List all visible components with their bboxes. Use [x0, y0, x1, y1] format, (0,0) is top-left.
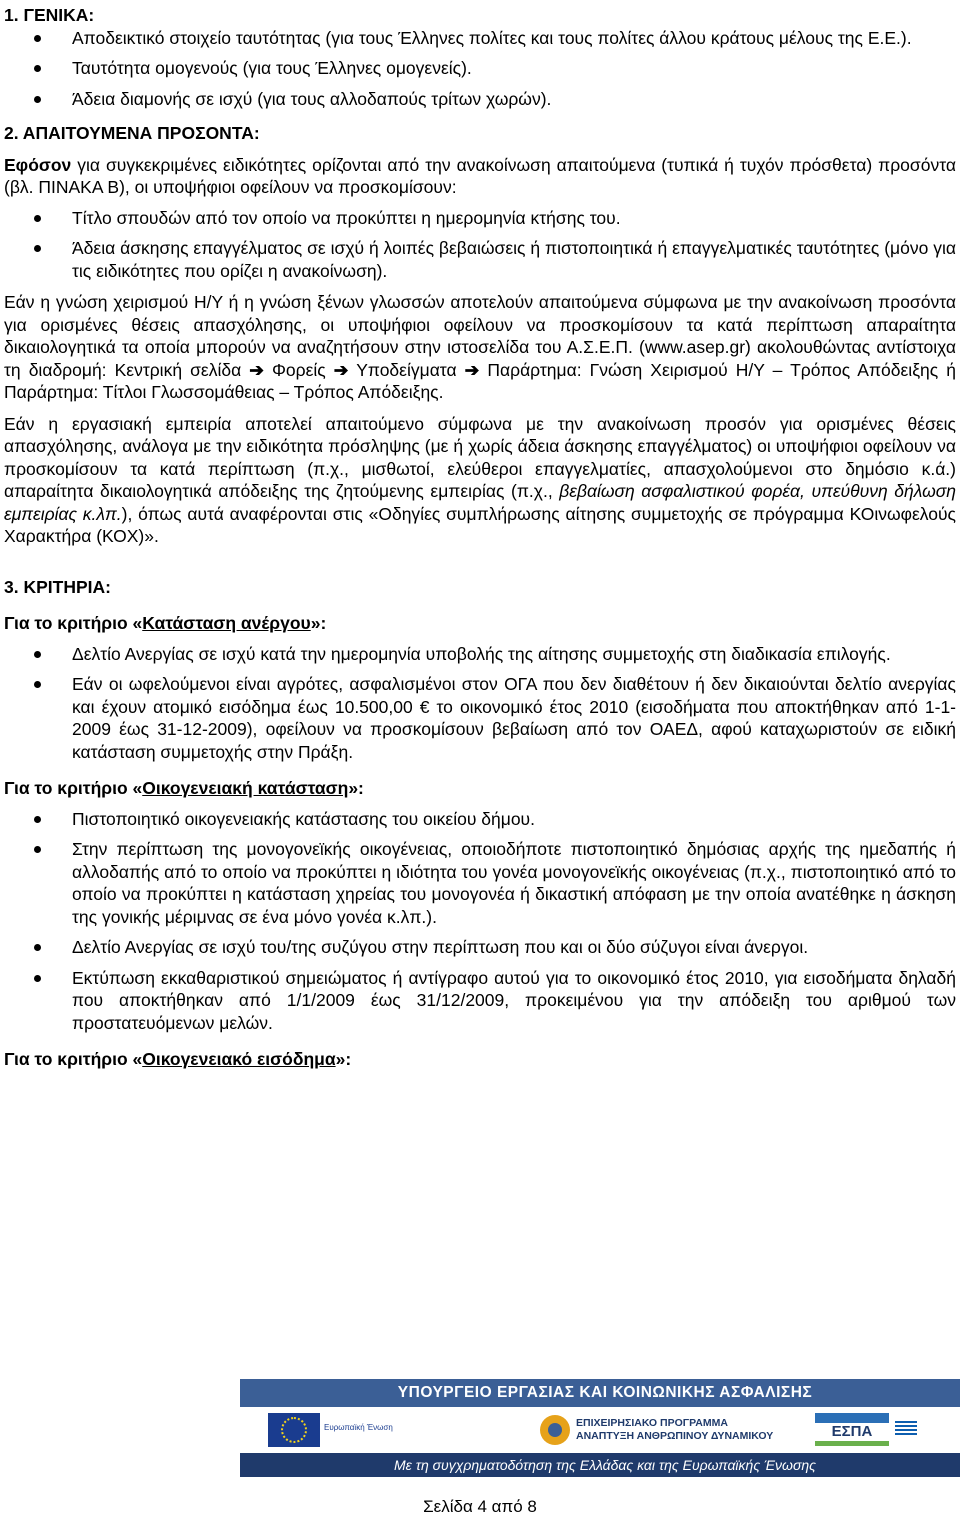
bullet-icon — [34, 681, 41, 688]
bullet-icon — [34, 215, 41, 222]
bullet-icon — [34, 975, 41, 982]
list-item: Τίτλο σπουδών από τον οποίο να προκύπτει η ημερομηνία κτήσης του. — [4, 207, 956, 230]
criterion-heading-unemployment: Για το κριτήριο «Κατάσταση ανέργου»: — [4, 613, 327, 633]
arrow-right-icon: ➔ — [464, 359, 480, 380]
bullet-icon — [34, 816, 41, 823]
experience-paragraph: Εάν η εργασιακή εμπειρία αποτελεί απαιτούμενο σύμφωνα με την ανακοίνωση προσόν για ορισμένες θέσεις απασχόλησης, ανάλογα με την ειδικότητα πρόσληψης (με ή χωρίς άδεια άσκησης επαγγέλματος) οι υποψήφιοι οφείλουν να προσκομίσουν τα κατά περίπτωση (π.χ., μισθωτοί, ελεύθεροι επαγγελματίες, απασχολούμενοι στο δημόσιο κ.ά.) απαραίτητα δικαιολογητικά απόδειξης της ζητούμενης εμπειρίας (π.χ., βεβαίωση ασφαλιστικού φορέα, υπεύθυνη δήλωση εμπειρίας κ.λπ.), όπως αυτά αναφέρονται στις «Οδηγίες συμπλήρωσης αίτησης συμμετοχής σε πρόγραμμα ΚΟινωφελούς Χαρακτήρα (ΚΟΧ)». — [4, 413, 956, 546]
page-number: Σελίδα 4 από 8 — [423, 1497, 537, 1516]
list-item: Δελτίο Ανεργίας σε ισχύ του/της συζύγου στην περίπτωση που και οι δύο σύζυγοι είναι άνεργοι. — [4, 936, 956, 959]
bullet-icon — [34, 651, 41, 658]
list-item: Ταυτότητα ομογενούς (για τους Έλληνες ομογενείς). — [4, 57, 956, 80]
bullet-icon — [34, 846, 41, 853]
sponsor-logos — [240, 1407, 960, 1453]
list-item: Αποδεικτικό στοιχείο ταυτότητας (για τους Έλληνες πολίτες και τους πολίτες άλλου κράτους μέλους της Ε.Ε.). — [4, 27, 956, 50]
list-item: Εκτύπωση εκκαθαριστικού σημειώματος ή αντίγραφο αυτού για το οικονομικό έτος 2010, για εισοδήματα δηλαδή που αποκτήθηκαν από 1/1/2009 έως 31/12/2009, προκειμένου για την απόδειξη του αριθμού των προστατευόμενων μελών. — [4, 967, 956, 1035]
cofinance-text: Με τη συγχρηματοδότηση της Ελλάδας και της Ευρωπαϊκής Ένωσης — [240, 1453, 960, 1477]
section-heading-criteria: 3. ΚΡΙΤΗΡΙΑ: — [4, 576, 111, 597]
eu-flag-icon — [268, 1413, 320, 1447]
list-item: Στην περίπτωση της μονογονεϊκής οικογένειας, οποιοδήποτε πιστοποιητικό δημόσιας αρχής της ημεδαπής ή αλλοδαπής από το οποίο να προκύπτει η ιδιότητα του γονέα μονογονεϊκής οικογένειας (π.χ., πιστοποιητικό από το οποίο να προκύπτει η κατάσταση χηρείας του μονογονέα ή δικαστική απόφαση με την οποία ανατέθηκε η άσκηση της γονικής μέριμνας σε ένα μόνο γονέα κ.λπ.). — [4, 838, 956, 928]
sponsor-banner — [240, 1379, 960, 1477]
list-item: Πιστοποιητικό οικογενειακής κατάστασης του οικείου δήμου. — [4, 808, 956, 831]
operational-program-text: ΕΠΙΧΕΙΡΗΣΙΑΚΟ ΠΡΟΓΡΑΜΜΑ ΑΝΑΠΤΥΞΗ ΑΝΘΡΩΠΙΝΟΥ ΔΥΝΑΜΙΚΟΥ — [576, 1417, 774, 1442]
espa-logo: ΕΣΠΑ — [815, 1413, 889, 1447]
document-content — [4, 4, 956, 1071]
list-item: Εάν οι ωφελούμενοι είναι αγρότες, ασφαλισμένοι στον ΟΓΑ που δεν διαθέτουν ή δεν δικαιούνται δελτίο ανεργίας και έχουν ατομικό εισόδημα έως 10.500,00 € το οικονομικό έτος 2010 (εισοδήματα που αποκτήθηκαν από 1-1-2009 έως 31-12-2009), οφείλουν να προσκομίσουν βεβαίωση από τον ΟΑΕΔ, αφού καταχωριστούν σε ειδική κατάσταση συμμετοχής στην Πράξη. — [4, 673, 956, 763]
criterion-heading-family-status: Για το κριτήριο «Οικογενειακή κατάσταση»: — [4, 778, 364, 798]
unemployment-list — [4, 643, 956, 764]
bullet-icon — [34, 65, 41, 72]
bullet-icon — [34, 944, 41, 951]
qualifications-intro: Εφόσον για συγκεκριμένες ειδικότητες ορίζονται από την ανακοίνωση απαιτούμενα (τυπικά ή τυχόν πρόσθετα) προσόντα (βλ. ΠΙΝΑΚΑ Β), οι υποψήφιοι οφείλουν να προσκομίσουν: — [4, 154, 956, 197]
section-heading-general: 1. ΓΕΝΙΚΑ: — [4, 5, 95, 25]
bullet-icon — [34, 245, 41, 252]
list-item: Άδεια άσκησης επαγγέλματος σε ισχύ ή λοιπές βεβαιώσεις ή πιστοποιητικά ή επαγγελματικές ταυτότητες (μόνο για τις ειδικότητες που ορίζει η ανακοίνωση). — [4, 237, 956, 282]
greek-flag-icon — [895, 1421, 917, 1437]
general-list — [4, 27, 956, 111]
arrow-right-icon: ➔ — [249, 359, 264, 380]
bullet-icon — [34, 96, 41, 103]
arrow-right-icon: ➔ — [333, 359, 349, 380]
bullet-icon — [34, 35, 41, 42]
eu-caption: Ευρωπαϊκή Ένωση — [324, 1423, 393, 1432]
list-item: Δελτίο Ανεργίας σε ισχύ κατά την ημερομηνία υποβολής της αίτησης συμμετοχής στη διαδικασία επιλογής. — [4, 643, 956, 666]
list-item: Άδεια διαμονής σε ισχύ (για τους αλλοδαπούς τρίτων χωρών). — [4, 88, 956, 111]
qualifications-list — [4, 207, 956, 283]
family-status-list — [4, 808, 956, 1035]
section-heading-qualifications: 2. ΑΠΑΙΤΟΥΜΕΝΑ ΠΡΟΣΟΝΤΑ: — [4, 123, 260, 143]
ministry-title: ΥΠΟΥΡΓΕΙΟ ΕΡΓΑΣΙΑΣ ΚΑΙ ΚΟΙΝΩΝΙΚΗΣ ΑΣΦΑΛΙΣΗΣ — [240, 1379, 960, 1407]
operational-program-logo-icon — [540, 1415, 570, 1445]
computer-language-paragraph: Εάν η γνώση χειρισμού Η/Υ ή η γνώση ξένων γλωσσών αποτελούν απαιτούμενα σύμφωνα με την ανακοίνωση προσόντα για ορισμένες θέσεις απασχόλησης, οι υποψήφιοι οφείλουν να προσκομίσουν τα κατά περίπτωση απαραίτητα δικαιολογητικά τα οποία μπορούν να αναζητήσουν στην ιστοσελίδα του Α.Σ.Ε.Π. (www.asep.gr) ακολουθώντας αντίστοιχα τη διαδρομή: Κεντρική σελίδα ➔ Φορείς ➔ Υποδείγματα ➔ Παράρτημα: Γνώση Χειρισμού Η/Υ – Τρόπος Απόδειξης ή Παράρτημα: Τίτλοι Γλωσσομάθειας – Τρόπος Απόδειξης. — [4, 292, 956, 402]
criterion-heading-family-income: Για το κριτήριο «Οικογενειακό εισόδημα»: — [4, 1049, 352, 1069]
